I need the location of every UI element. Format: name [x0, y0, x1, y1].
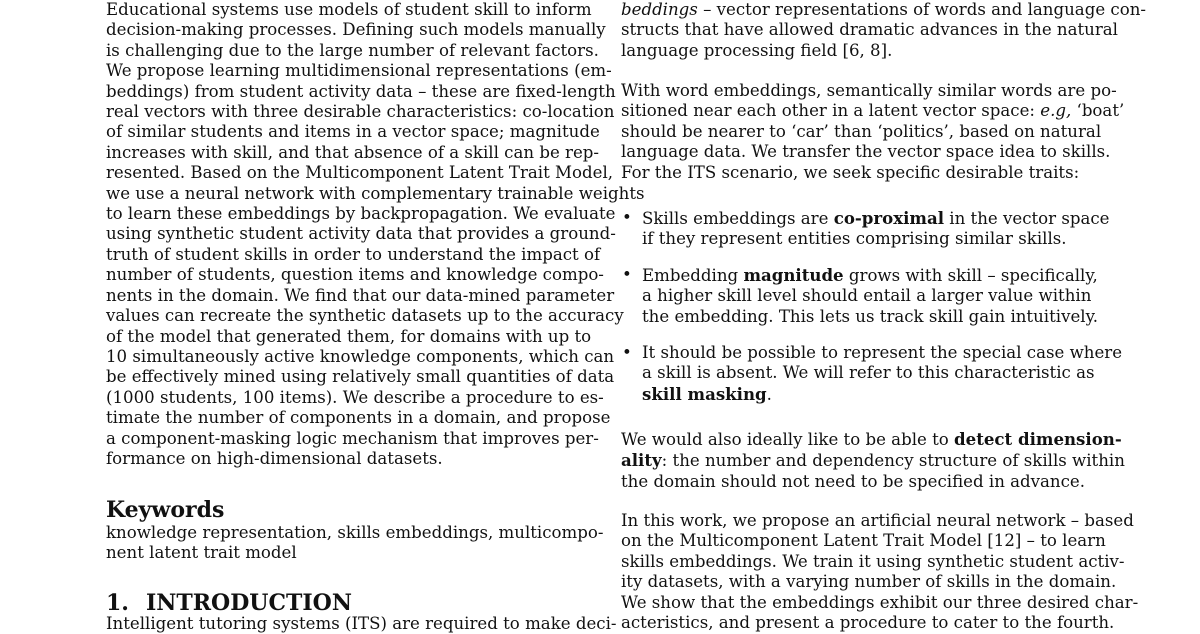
abstract-line: We propose learning multidimensional representations (em- — [106, 61, 612, 81]
abstract-line: Educational systems use models of student skill to inform — [106, 0, 592, 19]
text-run: in the vector space — [944, 209, 1110, 228]
bullet-line: the embedding. This lets us track skill gain intuitively. — [642, 306, 1099, 326]
abstract-line: of similar students and items in a vector space; magnitude — [106, 122, 600, 142]
text-run: . — [766, 384, 772, 404]
paragraph-line: language processing field [6, 8]. — [621, 40, 893, 60]
abstract-line: be effectively mined using relatively small quantities of data — [106, 367, 615, 387]
bullet-line: It should be possible to represent the special case where — [642, 343, 1123, 362]
paragraph-line: on the Multicomponent Latent Trait Model [12] – to learn — [621, 531, 1106, 551]
bullet-item-co-proximal — [622, 208, 1110, 250]
abstract-line: of the model that generated them, for domains with up to — [106, 326, 592, 346]
intro-line: Intelligent tutoring systems (ITS) are required to make deci- — [106, 614, 617, 633]
text-run: We would also ideally like to be able to — [621, 430, 955, 449]
bold-term: co-proximal — [833, 208, 945, 228]
keywords-text — [106, 523, 604, 564]
bullet-icon: • — [622, 343, 632, 362]
abstract-line: number of students, question items and knowledge compo- — [106, 265, 604, 285]
paragraph-line: skills embeddings. We train it using synthetic student activ- — [621, 551, 1125, 571]
abstract-line: formance on high-dimensional datasets. — [106, 448, 443, 468]
paragraph-line: language data. We transfer the vector space idea to skills. — [621, 142, 1111, 162]
abstract-line: to learn these embeddings by backpropagation. We evaluate — [106, 204, 616, 224]
paragraph-line: In this work, we propose an artificial neural network – based — [621, 511, 1134, 530]
paragraph-line: structs that have allowed dramatic advances in the natural — [621, 20, 1118, 40]
bullet-line: a skill is absent. We will refer to this characteristic as — [642, 363, 1095, 383]
bullet-icon: • — [622, 265, 632, 284]
bullet-line — [642, 265, 1098, 286]
paragraph-line — [621, 450, 1125, 471]
section-heading-introduction — [106, 590, 352, 616]
italic-term: beddings — [621, 0, 698, 19]
text-run: sitioned near each other in a latent vector space: — [621, 101, 1041, 121]
abstract-line: resented. Based on the Multicomponent Latent Trait Model, — [106, 163, 614, 183]
bullet-item-skill-masking — [622, 343, 1123, 405]
text-run: grows with skill – specifically, — [843, 266, 1098, 285]
abstract-line: timate the number of components in a domain, and propose — [106, 408, 611, 428]
keywords-line: knowledge representation, skills embeddings, multicompo- — [106, 523, 604, 542]
text-run: : the number and dependency structure of skills within — [661, 451, 1125, 471]
bold-term: magnitude — [743, 265, 844, 285]
abstract-line: decision-making processes. Defining such models manually — [106, 20, 606, 40]
abstract-line: we use a neural network with complementary trainable weights — [106, 183, 645, 203]
abstract-line: nents in the domain. We find that our data-mined parameter — [106, 285, 615, 305]
abstract-line: values can recreate the synthetic datasets up to the accuracy — [106, 306, 624, 326]
keywords-line: nent latent trait model — [106, 543, 297, 563]
bold-term: detect dimension- — [954, 429, 1122, 449]
paragraph-line: should be nearer to ‘car’ than ‘politics’, based on natural — [621, 121, 1102, 141]
abstract-line: truth of student skills in order to understand the impact of — [106, 244, 601, 264]
italic-term: e.g, — [1040, 101, 1072, 121]
paragraph-line — [621, 429, 1122, 450]
paragraph-line: ity datasets, with a varying number of skills in the domain. — [621, 572, 1117, 592]
abstract-line: (1000 students, 100 items). We describe a procedure to es- — [106, 387, 604, 407]
abstract-line: is challenging due to the large number of relevant factors. — [106, 40, 599, 60]
bullet-line — [642, 384, 1090, 405]
section-number: 1. — [106, 590, 129, 616]
bullet-line: a higher skill level should entail a larger value within — [642, 286, 1092, 306]
paragraph-line — [621, 101, 1125, 121]
bullet-icon: • — [622, 208, 632, 227]
paragraph-embeddings — [621, 0, 1146, 61]
keywords-heading: Keywords — [106, 497, 225, 523]
introduction-text — [106, 614, 617, 634]
paragraph-line: We show that the embeddings exhibit our three desired char- — [621, 592, 1139, 612]
paragraph-dimensionality — [621, 429, 1125, 492]
paragraph-this-work — [621, 511, 1139, 633]
bold-term: ality — [621, 450, 662, 471]
text-run: Skills embeddings are — [642, 209, 834, 228]
abstract-line: using synthetic student activity data that provides a ground- — [106, 224, 616, 244]
text-run: – vector representations of words and language con- — [697, 0, 1146, 19]
text-run: ‘boat’ — [1071, 101, 1125, 121]
paragraph-line: With word embeddings, semantically similar words are po- — [621, 81, 1117, 100]
abstract-line: a component-masking logic mechanism that improves per- — [106, 428, 599, 448]
abstract-line: real vectors with three desirable characteristics: co-location — [106, 102, 615, 122]
abstract-line: 10 simultaneously active knowledge components, which can — [106, 346, 615, 366]
bullet-item-magnitude — [622, 265, 1099, 327]
paragraph-line — [621, 0, 1146, 20]
bullet-line — [642, 208, 1110, 229]
abstract-line: beddings) from student activity data – these are fixed-length — [106, 81, 616, 101]
bold-term: skill masking — [642, 383, 767, 404]
section-title: INTRODUCTION — [146, 590, 352, 616]
bullet-line: if they represent entities comprising similar skills. — [642, 229, 1067, 249]
paragraph-line: acteristics, and present a procedure to cater to the fourth. — [621, 613, 1115, 633]
abstract-line: increases with skill, and that absence of a skill can be rep- — [106, 142, 600, 162]
paragraph-line: the domain should not need to be specified in advance. — [621, 471, 1086, 491]
paragraph-line: For the ITS scenario, we seek specific desirable traits: — [621, 162, 1080, 182]
text-run: Embedding — [642, 266, 744, 285]
paragraph-word-embeddings — [621, 81, 1125, 183]
